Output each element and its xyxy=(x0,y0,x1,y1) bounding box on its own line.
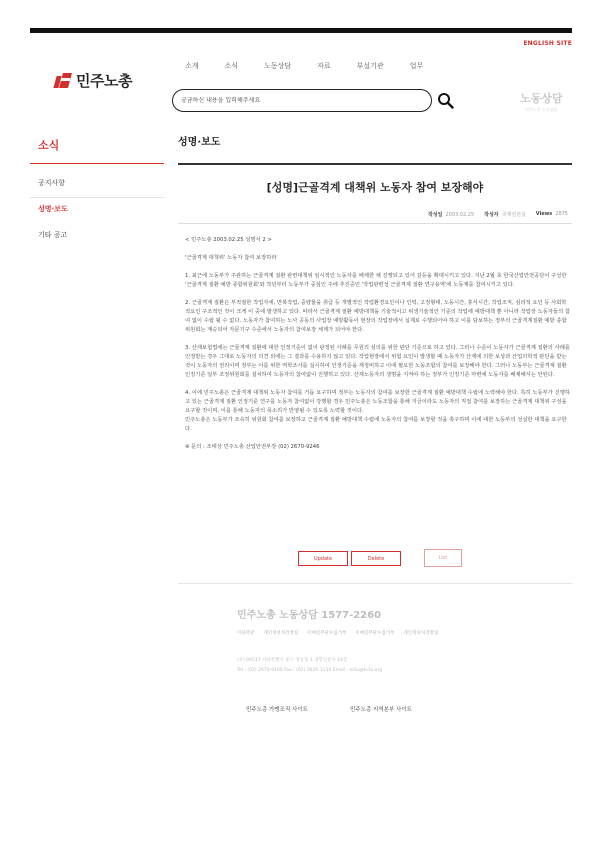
article-paragraph: < 민주노총 2003.02.25 성명서 2 > xyxy=(185,237,272,243)
article-paragraph: 민주노총은 노동부가 조속히 위원회 참여를 보장하고 근골격계 질환 예방대책 수립에 노동자의 참여를 보장할 것을 촉구하며 이에 대한 노동부의 성실한 대책을 요구한다. xyxy=(185,417,567,432)
sidebar-item-other[interactable]: 기타 공고 xyxy=(38,231,68,239)
footer-link[interactable]: 이메일무단수집거부 xyxy=(307,631,347,636)
nav-item-intro[interactable]: 소개 xyxy=(185,62,199,70)
nav-item-consult[interactable]: 노동상담 xyxy=(264,62,292,70)
footer-link[interactable]: 이메일무단수집거부 xyxy=(355,631,395,636)
list-button[interactable]: List xyxy=(424,549,462,567)
sidebar-title: 소식 xyxy=(38,139,60,152)
delete-button[interactable]: Delete xyxy=(351,551,401,566)
sidebar-item-statements[interactable]: 성명·보도 xyxy=(38,205,68,213)
footer-divider xyxy=(178,583,572,584)
consult-title: 노동상담 xyxy=(520,92,563,105)
footer-address: (우) 04517 서울특별시 중구 정동길 3 경향신문사 14층 xyxy=(237,658,348,663)
article-paragraph: 4. 이에 민주노총은 근골격계 대책위 노동자 참여를 거듭 요구하며 정부는 노동자의 참여를 보장한 근골격계 질환 예방대책 수립에 노력해야 한다. 특히 노동부가 진행하고 있는 근골격계 질환 인정기준 연구를 노동자 참여없이 강행할 경우 민주노총은 노동조합을 통해 지금이라도 노동자의 직접 참여를 보장하는 근골격계 대책위 구성을 요구할 것이며, 이를 통해 노동자의 목소리가 반영될 수 있도록 노력할 것이다. xyxy=(185,390,570,414)
author-label: 작성자 xyxy=(484,212,499,218)
article-actions xyxy=(298,551,462,567)
site-logo[interactable] xyxy=(55,70,132,91)
search-box xyxy=(172,89,432,112)
article-paragraph: '근골격계 대책위' 노동자 참여 보장하라 xyxy=(185,255,277,261)
date-value: 2003.02.25 xyxy=(445,212,475,218)
meta-divider xyxy=(178,223,572,224)
footer-link[interactable]: 이용약관 xyxy=(237,631,255,636)
search-input[interactable] xyxy=(181,97,423,104)
kctu-logo-icon xyxy=(55,73,73,88)
consult-banner[interactable] xyxy=(520,90,563,113)
footer-phone: 민주노총 노동상담 1577-2260 xyxy=(237,610,382,621)
footer-info xyxy=(237,656,382,676)
article-body xyxy=(185,236,570,461)
footer-contact: Tel : (02) 2670-9100 Fax : (02) 2635-1134 Email : kctu@kctu.org xyxy=(237,668,383,673)
family-site-select[interactable]: 민주노총 가맹조직 사이트 xyxy=(246,707,308,713)
views-label: Views xyxy=(535,211,553,217)
sidebar-item-divider xyxy=(30,197,164,198)
nav-item-news[interactable]: 소식 xyxy=(224,62,239,70)
views-value: 2875 xyxy=(555,211,568,217)
article-paragraph: 3. 산재보험법에는 근골격계 질환에 대한 인정기준이 없어 판정된 사례를 무원의 심의를 위한 판단 기준으로 하고 있다. 그러나 수준이 노동자가 근골격계 질환의 사례를 인정받는 경우 그대로 노동자의 의견 외에는 그 결과를 수용하지 않고 있다. 작업현장에서 위험 요인이 발생할 때 노동자가 산재에 의한 보상과 산업의학적 판단을 받는 것이 노동자의 권리이며 정부는 이를 위한 역학조사를 실시하여 인정기준을 재정비하고 이에 필요한 노동조합의 참여를 보장해야 한다. 그러나 노동부는 근골격계 질환 인정기준 일부 조정위원회를 설치하여 노동자의 참여없이 진행하고 있다. 산재노동자의 생명을 지켜야 하는 정부가 인정기준 마련에 노동자를 배제해서는 안된다. xyxy=(185,345,570,378)
article-title: [성명]근골격계 대책위 노동자 참여 보장해야 xyxy=(266,181,484,194)
region-site-select[interactable]: 민주노총 지역본부 사이트 xyxy=(350,707,412,713)
english-site-link[interactable]: ENGLISH SITE xyxy=(523,40,572,47)
top-bar xyxy=(30,28,572,33)
article-paragraph: 1. 최근에 노동부가 주관하는 근골격계 질환 관련대책위 임시적인 노동자를 배제한 채 진행되고 있어 갈등을 확대시키고 있다. 지난 2월 초 한국산업안전공단이 구성한 '근골격계 질환 예방 종합위원회'와 작년부터 노동부가 중심인 주에 추진중인 '작업관련성 근골격계 질환 연구용역'에 노동계를 참여시키고 있다. xyxy=(185,273,567,288)
footer-link[interactable]: 개인정보처리방침 xyxy=(403,631,439,636)
article-contact: ※ 문의 : 조태상 민주노총 산업안전부장 (02) 2670-9246 xyxy=(185,444,320,450)
page-title-divider xyxy=(178,163,572,165)
sidebar-menu xyxy=(38,178,68,256)
consult-subtitle: 민주노총 노동상담 xyxy=(525,107,558,112)
page-title: 성명·보도 xyxy=(178,137,221,148)
nav-item-data[interactable]: 자료 xyxy=(317,62,331,70)
nav-item-work[interactable]: 업무 xyxy=(409,62,424,70)
sidebar-divider xyxy=(30,163,164,164)
update-button[interactable]: Update xyxy=(298,551,348,566)
search-icon[interactable] xyxy=(437,92,455,110)
author-value: 국제선전실 xyxy=(501,212,526,218)
date-label: 작성일 xyxy=(427,212,443,218)
nav-item-affiliates[interactable]: 부설기관 xyxy=(356,62,384,70)
article-paragraph: 2. 근골격계 질환은 부적절한 작업자세, 반복작업, 중량물을 취급 등 개별적인 작업환경요인이나 인력, 고정형태, 노동시간, 휴식시간, 작업조직, 심리적 요인 등 사회학적요인 구조적인 것이 크게 이 중에 발생하고 있다. 따라서 근골격계 질환 예방대책을 기술적이고 위생기술적인 기준의 작업에 예방대책 뿐 아니라 작업장 노동자들의 참여 없이 수립 될 수 없다. 노동자가 참여하는 노사 공동의 사업장 예방활동이 현장의 작업장에서 실제로 수행되어야 하고 이를 담보하는 정부의 근골격계질환 예방 종합위원회는 계승되어 자문기구 수준에서 노동자의 참여보장 체제가 되어야 한다. xyxy=(185,300,570,333)
main-nav xyxy=(185,61,449,71)
sidebar-item-notice[interactable]: 공지사항 xyxy=(38,179,66,187)
footer-link[interactable]: 개인정보처리방침 xyxy=(263,631,299,636)
footer-links xyxy=(237,630,438,636)
logo-text: 민주노총 xyxy=(76,72,132,90)
article-meta xyxy=(428,211,568,218)
